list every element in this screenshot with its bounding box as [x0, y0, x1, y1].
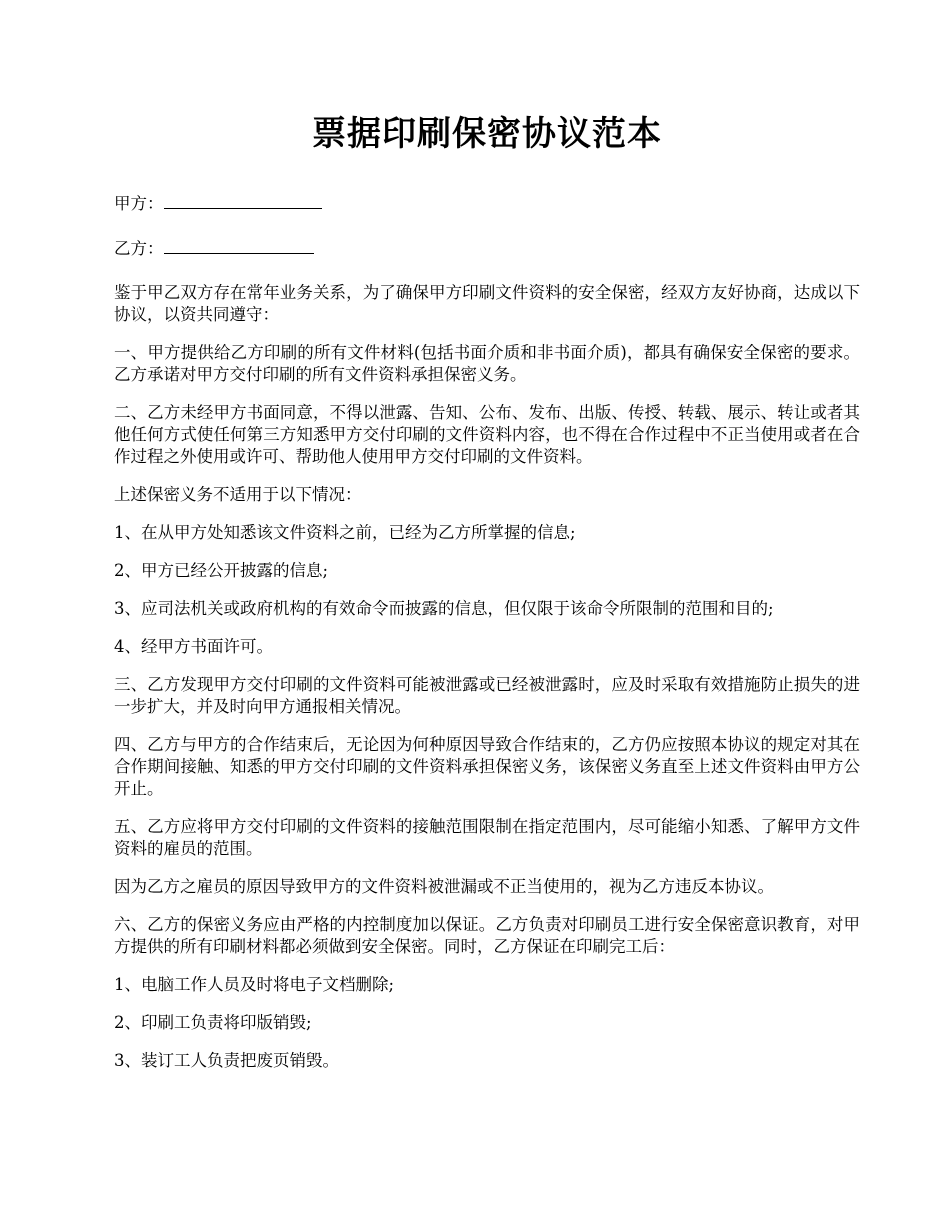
paragraph-exception-1: 1、在从甲方处知悉该文件资料之前，已经为乙方所掌握的信息; — [114, 523, 576, 542]
party-a-label: 甲方： — [114, 194, 164, 213]
paragraph-clause-4: 四、乙方与甲方的合作结束后，无论因为何种原因导致合作结束的，乙方仍应按照本协议的规定对其在合作期间接触、知悉的甲方交付印刷的文件资料承担保密义务，该保密义务直至上述文件资料由甲方公开止。 — [114, 735, 860, 798]
party-a-blank — [164, 192, 322, 209]
paragraph-exception-2: 2、甲方已经公开披露的信息; — [114, 561, 329, 580]
paragraph-completion-2: 2、印刷工负责将印版销毁; — [114, 1013, 312, 1032]
paragraph-exception-4: 4、经甲方书面许可。 — [114, 637, 273, 656]
party-b-line — [114, 237, 860, 260]
paragraph-completion-1: 1、电脑工作人员及时将电子文档删除; — [114, 975, 395, 994]
paragraph-employee-breach: 因为乙方之雇员的原因导致甲方的文件资料被泄漏或不正当使用的，视为乙方违反本协议。 — [114, 877, 774, 896]
paragraph-clause-6: 六、乙方的保密义务应由严格的内控制度加以保证。乙方负责对印刷员工进行安全保密意识教育，对甲方提供的所有印刷材料都必须做到安全保密。同时，乙方保证在印刷完工后： — [114, 915, 860, 956]
party-b-label: 乙方： — [114, 239, 164, 258]
paragraph-clause-3: 三、乙方发现甲方交付印刷的文件资料可能被泄露或已经被泄露时，应及时采取有效措施防止损失的进一步扩大，并及时向甲方通报相关情况。 — [114, 675, 860, 716]
paragraph-clause-2: 二、乙方未经甲方书面同意，不得以泄露、告知、公布、发布、出版、传授、转载、展示、转让或者其他任何方式使任何第三方知悉甲方交付印刷的文件资料内容，也不得在合作过程中不正当使用或者在合作过程之外使用或许可、帮助他人使用甲方交付印刷的文件资料。 — [114, 403, 860, 466]
paragraph-exceptions-intro: 上述保密义务不适用于以下情况： — [114, 485, 362, 504]
paragraph-completion-3: 3、装订工人负责把废页销毁。 — [114, 1051, 339, 1070]
paragraph-preamble: 鉴于甲乙双方存在常年业务关系，为了确保甲方印刷文件资料的安全保密，经双方友好协商，达成以下协议，以资共同遵守： — [114, 283, 860, 324]
paragraph-exception-3: 3、应司法机关或政府机构的有效命令而披露的信息，但仅限于该命令所限制的范围和目的; — [114, 599, 774, 618]
party-a-line — [114, 192, 860, 215]
paragraph-clause-5: 五、乙方应将甲方交付印刷的文件资料的接触范围限制在指定范围内，尽可能缩小知悉、了解甲方文件资料的雇员的范围。 — [114, 817, 860, 858]
document-title: 票据印刷保密协议范本 — [312, 114, 662, 154]
paragraph-clause-1: 一、甲方提供给乙方印刷的所有文件材料(包括书面介质和非书面介质)，都具有确保安全保密的要求。乙方承诺对甲方交付印刷的所有文件资料承担保密义务。 — [114, 343, 860, 384]
party-b-blank — [164, 237, 314, 254]
